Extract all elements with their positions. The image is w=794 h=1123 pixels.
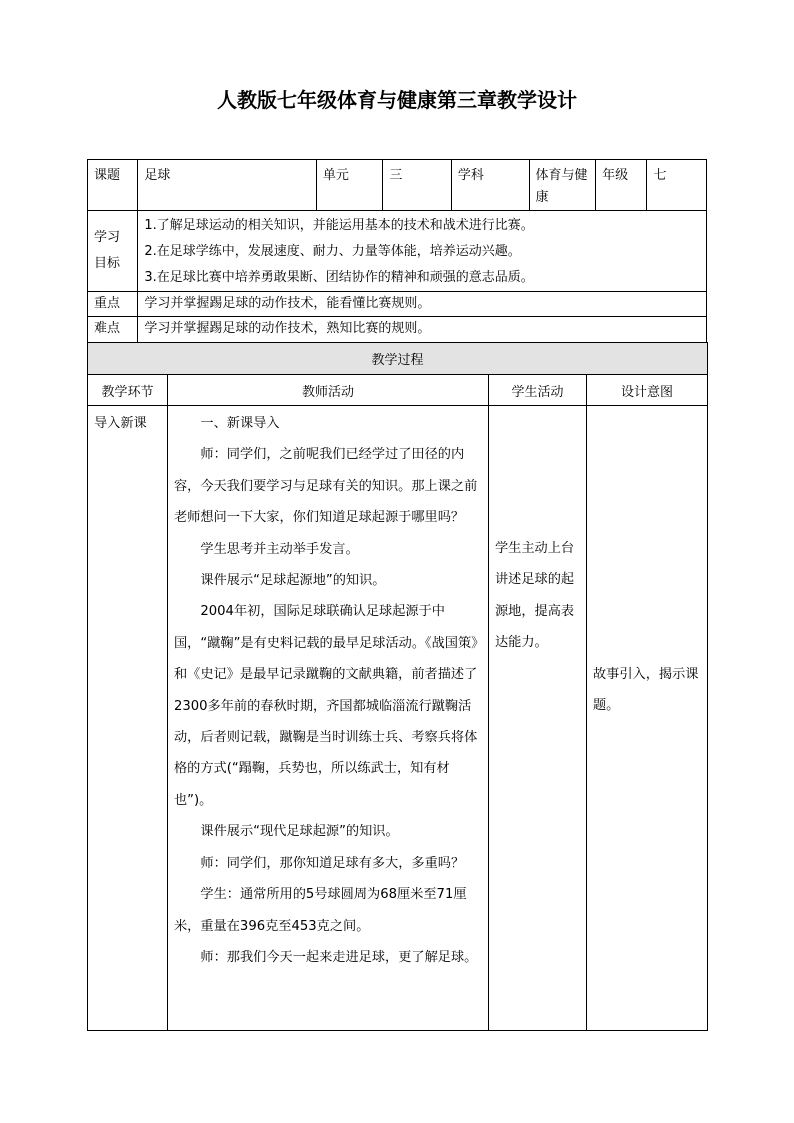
key-value: 学习并掌握踢足球的动作技术，能看懂比赛规则。: [138, 292, 707, 317]
teacher-paragraph: 学生思考并主动举手发言。: [200, 541, 359, 557]
teacher-paragraph: 课件展示“足球起源地”的知识。: [200, 573, 386, 589]
difficulty-value: 学习并掌握踢足球的动作技术，熟知比赛的规则。: [138, 317, 707, 344]
teacher-paragraph: 师：同学们，之前呢我们已经学过了田径的内容，今天我们要学习与足球有关的知识。那上课之前老师想问一下大家，你们知道足球起源于哪里吗？: [174, 447, 478, 526]
subject-label: 学科: [451, 160, 529, 211]
topic-label: 课题: [88, 160, 138, 211]
teacher-activity: [168, 406, 489, 1031]
stage-cell: 导入新课: [88, 406, 168, 1031]
design-intent: 故事引入，揭示课题。: [587, 406, 708, 1031]
topic-value: 足球: [138, 160, 316, 211]
goals-list: [138, 211, 707, 292]
difficulty-label: 难点: [88, 317, 138, 344]
col-stage: 教学环节: [88, 375, 168, 406]
teacher-paragraph: 课件展示“现代足球起源”的知识。: [200, 824, 399, 840]
process-header: 教学过程: [88, 343, 708, 375]
col-teacher: 教师活动: [168, 375, 489, 406]
goal-item: 2.在足球学练中，发展速度、耐力、力量等体能，培养运动兴趣。: [144, 244, 521, 259]
col-intent: 设计意图: [587, 375, 708, 406]
teacher-paragraph: 学生：通常所用的5号球圆周为68厘米至71厘米，重量在396克至453克之间。: [174, 887, 467, 934]
goal-item: 1.了解足球运动的相关知识，并能运用基本的技术和战术进行比赛。: [144, 218, 534, 233]
col-student: 学生活动: [489, 375, 587, 406]
teacher-paragraph: 一、新课导入: [200, 416, 280, 431]
grade-value: 七: [647, 160, 707, 211]
teacher-paragraph: 师：那我们今天一起来走进足球，更了解足球。: [200, 949, 478, 965]
teacher-paragraph: 师：同学们，那你知道足球有多大，多重吗？: [200, 855, 465, 871]
unit-label: 单元: [316, 160, 383, 211]
lesson-info-table: [87, 159, 707, 344]
goals-label: 学习目标: [88, 211, 138, 292]
subject-value: 体育与健康: [529, 160, 596, 211]
page-title: 人教版七年级体育与健康第三章教学设计: [217, 88, 577, 112]
student-activity: 学生主动上台讲述足球的起源地，提高表达能力。: [489, 406, 587, 1031]
teacher-paragraph: 2004年初，国际足球联确认足球起源于中国，“蹴鞠”是有史料记载的最早足球活动。《战国策》和《史记》是最早记录蹴鞠的文献典籍，前者描述了2300多年前的春秋时期，齐国都城临淄流行蹴鞠活动，后者则记载，蹴鞠是当时训练士兵、考察兵将体格的方式(“蹋鞠，兵势也，所以练武士，知有材也”)。: [174, 604, 478, 808]
grade-label: 年级: [596, 160, 647, 211]
teaching-process-table: [87, 342, 708, 1031]
goal-item: 3.在足球比赛中培养勇敢果断、团结协作的精神和顽强的意志品质。: [144, 270, 534, 285]
unit-value: 三: [383, 160, 452, 211]
key-label: 重点: [88, 292, 138, 317]
